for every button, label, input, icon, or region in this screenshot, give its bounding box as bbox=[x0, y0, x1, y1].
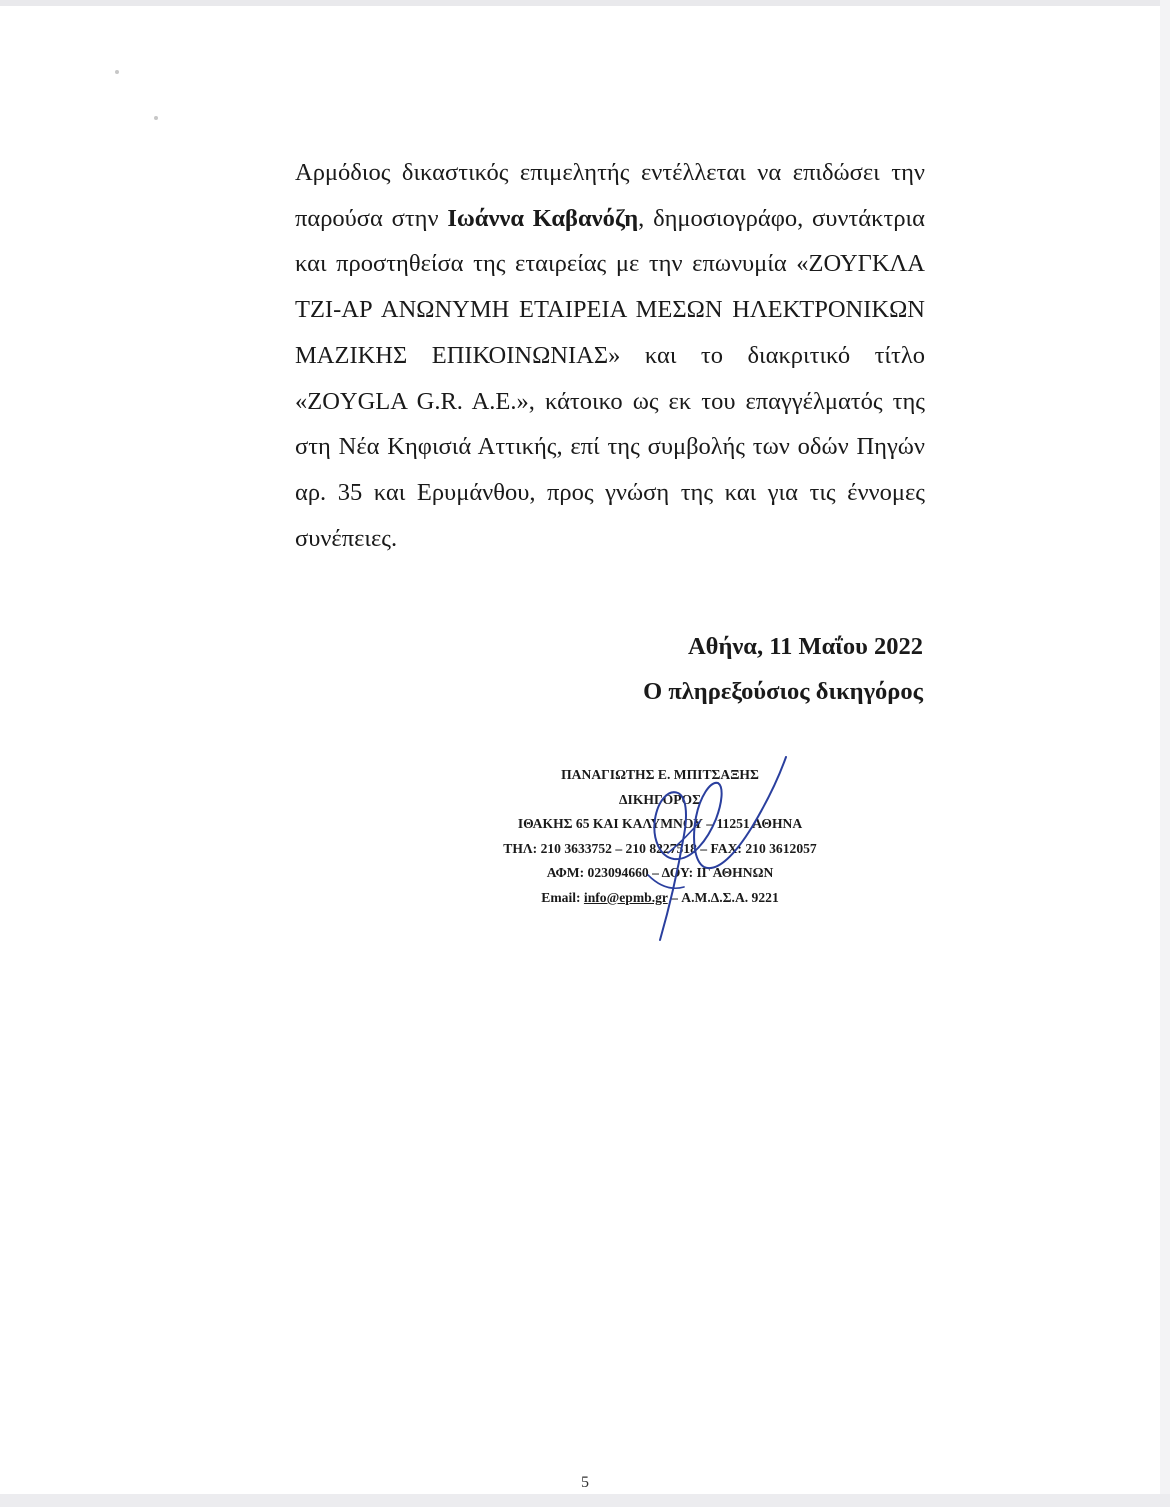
page-number: 5 bbox=[581, 1474, 589, 1491]
stamp-email-line bbox=[470, 886, 850, 911]
stamp-email-link[interactable]: info@epmb.gr bbox=[583, 889, 668, 905]
body-paragraph bbox=[295, 150, 925, 561]
stamp-email-label: Email: bbox=[541, 889, 584, 905]
scan-speck bbox=[154, 116, 158, 120]
stamp-tax: ΑΦΜ: 023094660 – ΔΟΥ: ΙΓ ΑΘΗΝΩΝ bbox=[546, 865, 774, 881]
page-edge-top bbox=[0, 0, 1170, 6]
page-edge-right bbox=[1160, 0, 1170, 1507]
stamp-role: ΔΙΚΗΓΟΡΟΣ bbox=[619, 791, 701, 807]
stamp-phones: ΤΗΛ: 210 3633752 – 210 8227518 – FAX: 210 3612057 bbox=[503, 840, 817, 856]
signer-title: Ο πληρεξούσιος δικηγόρος bbox=[643, 678, 923, 705]
stamp-bar-id: – Α.Μ.Δ.Σ.Α. 9221 bbox=[667, 889, 779, 905]
scan-speck bbox=[115, 70, 119, 74]
body-text-end: , δημοσιογράφο, συντάκτρια και προστηθείσα της εταιρείας με την επωνυμία «ΖΟΥΓΚΛΑ ΤΖΙ-ΑΡ ΑΝΩΝΥΜΗ ΕΤΑΙΡΕΙΑ ΜΕΣΩΝ ΗΛΕΚΤΡΟΝΙΚΩΝ ΜΑΖΙΚΗΣ ΕΠΙΚΟΙΝΩΝΙΑΣ» και το διακριτικό τίτλο «ZOYGLA G.R. A.E.», κάτοικο ως εκ του επαγγέλματός της στη Νέα Κηφισιά Αττικής, επί της συμβολής των οδών Πηγών αρ. 35 και Ερυμάνθου, προς γνώση της και για τις έννομες συνέπειες. bbox=[295, 204, 925, 552]
stamp-address: ΙΘΑΚΗΣ 65 ΚΑΙ ΚΑΛΥΜΝΟΥ – 11251 ΑΘΗΝΑ bbox=[517, 816, 803, 832]
date-line: Αθήνα, 11 Μαΐου 2022 bbox=[687, 633, 923, 660]
stamp-name: ΠΑΝΑΓΙΩΤΗΣ Ε. ΜΠΙΤΣΑΞΗΣ bbox=[561, 767, 759, 782]
body-text-start: Αρμόδιος δικαστικός επιμελητής εντέλλεται να επιδώσει την παρούσα στην bbox=[295, 159, 925, 232]
lawyer-stamp bbox=[470, 763, 850, 911]
page-edge-bottom bbox=[0, 1494, 1170, 1507]
recipient-name: Ιωάννα Καβανόζη bbox=[447, 204, 639, 232]
